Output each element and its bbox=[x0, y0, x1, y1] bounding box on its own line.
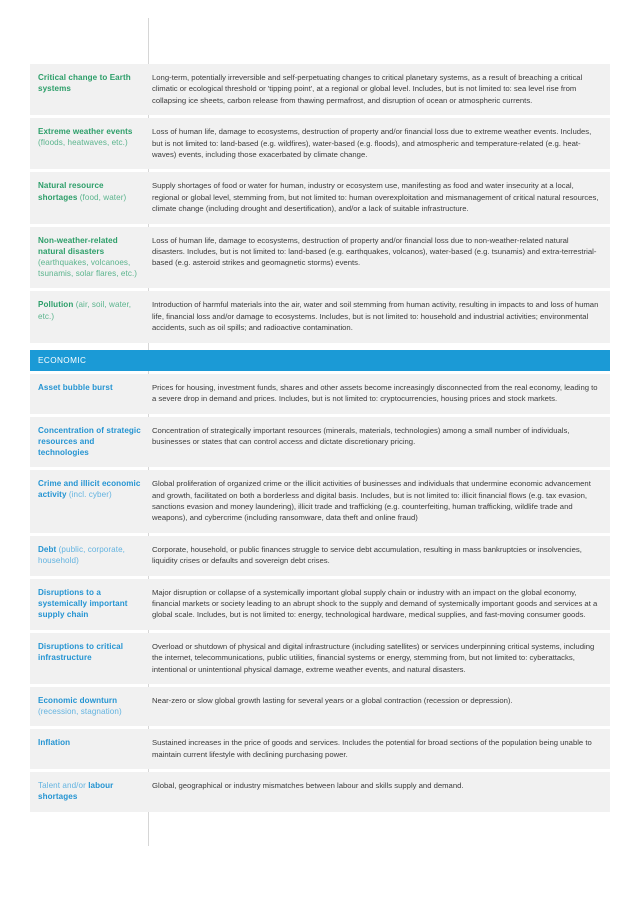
risk-name: Inflation bbox=[38, 738, 71, 748]
table-row bbox=[30, 417, 610, 468]
risk-label bbox=[30, 633, 148, 672]
table-row bbox=[30, 536, 610, 576]
table-row bbox=[30, 118, 610, 169]
risk-name: Extreme weather events bbox=[38, 127, 133, 137]
risk-label bbox=[30, 172, 148, 211]
section-header-economic: ECONOMIC bbox=[30, 350, 610, 371]
section-economic bbox=[30, 350, 610, 812]
table-row bbox=[30, 291, 610, 342]
risk-description: Global, geographical or industry mismatches between labour and skills supply and demand. bbox=[152, 781, 464, 791]
risk-qualifier: (public, corporate, household) bbox=[38, 544, 125, 565]
table-row bbox=[30, 227, 610, 289]
risk-qualifier: (food, water) bbox=[79, 192, 127, 202]
risk-name: Critical change to Earth systems bbox=[38, 73, 131, 94]
table-row bbox=[30, 579, 610, 630]
risk-label bbox=[30, 64, 148, 103]
risk-description: Corporate, household, or public finances struggle to service debt accumulation, resulting in mass bankruptcies or insolvencies, liquidity crises or defaults and sovereign debt crises. bbox=[152, 544, 582, 566]
risk-label bbox=[30, 118, 148, 157]
risk-name: Debt bbox=[38, 544, 57, 554]
risk-description: Sustained increases in the price of goods and services. Includes the potential for broad sections of the population being unable to maintain current lifestyle with declining purchasing power. bbox=[152, 738, 592, 759]
table-row bbox=[30, 374, 610, 414]
risk-label bbox=[30, 470, 148, 509]
risk-qualifier: (floods, heatwaves, etc.) bbox=[38, 138, 128, 148]
risk-description: Long-term, potentially irreversible and self-perpetuating changes to critical planetary systems, as a result of breaching a critical climatic or ecological threshold or 'tipping point', at a regional or global level. Includes, but is not limited to: sea level rise from collapsing ice sheets, carbon release from thawing permafrost, and disruption of ocean or atmospheric currents. bbox=[152, 73, 583, 105]
section-environmental bbox=[30, 64, 610, 343]
table-row bbox=[30, 470, 610, 533]
risk-description: Near-zero or slow global growth lasting for several years or a global contraction (recession or depression). bbox=[152, 695, 513, 705]
risk-description: Prices for housing, investment funds, shares and other assets become increasingly disconnected from the real economy, leading to a severe drop in demand and prices. Includes, but is not limited to: cryptocurrencies, housing prices and stock markets. bbox=[152, 382, 598, 404]
table-row bbox=[30, 772, 610, 811]
risk-name-prefix: Talent and/or bbox=[38, 781, 89, 791]
risk-label bbox=[30, 579, 148, 630]
risk-name: Natural resource shortages bbox=[38, 181, 104, 202]
risk-label bbox=[30, 417, 148, 468]
risk-label bbox=[30, 227, 148, 289]
table-row bbox=[30, 729, 610, 769]
risk-description: Concentration of strategically important resources (minerals, materials, technologies) among a small number of individuals, businesses or states that can control access and dictate discretionary pricing. bbox=[152, 425, 570, 446]
risk-description: Loss of human life, damage to ecosystems, destruction of property and/or financial loss due to extreme weather events. Includes, but is not limited to: land-based (e.g. wildfires), water-based (e.g. floods), and atmospheric and temperature-related (e.g. heat-waves) events, including those exacerbated by climate change. bbox=[152, 127, 592, 160]
risk-name: Crime and illicit economic activity bbox=[38, 479, 141, 500]
risk-name: Disruptions to critical infrastructure bbox=[38, 641, 124, 662]
risk-label bbox=[30, 536, 148, 575]
risk-qualifier: (air, soil, water, etc.) bbox=[38, 300, 132, 321]
risk-label bbox=[30, 374, 148, 402]
risk-qualifier: (incl. cyber) bbox=[68, 490, 112, 500]
risk-label bbox=[30, 687, 148, 726]
risk-name: Pollution bbox=[38, 300, 74, 310]
risk-name: labour shortages bbox=[38, 781, 114, 802]
risk-name: Non-weather-related natural disasters bbox=[38, 235, 118, 256]
table-row bbox=[30, 172, 610, 223]
risk-name: Concentration of strategic resources and technologies bbox=[38, 425, 141, 457]
risk-qualifier: (earthquakes, volcanoes, tsunamis, solar flares, etc.) bbox=[38, 258, 138, 279]
risk-label bbox=[30, 729, 148, 757]
risk-name: Disruptions to a systemically important supply chain bbox=[38, 587, 128, 619]
risk-description: Overload or shutdown of physical and digital infrastructure (including satellites) or services underpinning critical systems, including the internet, telecommunications, public utilities, financial systems or energy, stemming from, but not limited to: cyberattacks, intentional or unintentional physical damage, extreme weather events, and natural disasters. bbox=[152, 641, 595, 674]
risk-definitions-table bbox=[30, 64, 610, 815]
risk-name: Economic downturn bbox=[38, 695, 118, 705]
table-row bbox=[30, 64, 610, 115]
table-row bbox=[30, 687, 610, 726]
risk-description: Supply shortages of food or water for human, industry or ecosystem use, manifesting as food and water insecurity at a local, regional or global level, stemming from, but not limited to: human overexploitation and mismanagement of critical natural resources, climate change (including drought and desertification), and/or a lack of suitable infrastructure. bbox=[152, 181, 599, 214]
risk-description: Loss of human life, damage to ecosystems, destruction of property and/or financial loss due to non-weather-related natural disasters. Includes, but is not limited to: land-based (e.g. earthquakes, volcanos), water-based (e.g. tsunamis) and extra-terrestrial-based (e.g. asteroid strikes and geomagnetic storms) events. bbox=[152, 235, 597, 268]
risk-description: Major disruption or collapse of a systemically important global supply chain or industry with an impact on the global economy, financial markets or society leading to an abrupt shock to the supply and demand of systemically important goods and services at a global scale. Includes, but is not limited to: energy, technological hardware, medical supplies, and fast-moving consumer goods. bbox=[152, 587, 598, 620]
risk-description: Introduction of harmful materials into the air, water and soil stemming from human activity, resulting in impacts to and loss of human life, financial loss and/or damage to ecosystems. Includes, but is not limited to: household and industrial activities; environmental accidents, such as oil spills; and radioactive contamination. bbox=[152, 300, 599, 333]
risk-label bbox=[30, 291, 148, 330]
risk-name: Asset bubble burst bbox=[38, 382, 113, 392]
risk-description: Global proliferation of organized crime or the illicit activities of businesses and individuals that undermine economic advancement and growth, facilitated on both a borderless and digital basis. Includes, but is not limited to: illicit financial flows (e.g. tax evasion, sanctions evasion and money laundering), illicit trade and trafficking (e.g. counterfeiting, human trafficking, wildlife trade and weapons), and cybercrime (including ransomware, data theft and online fraud) bbox=[152, 479, 591, 523]
table-row bbox=[30, 633, 610, 684]
risk-label bbox=[30, 772, 148, 811]
risk-qualifier: (recession, stagnation) bbox=[38, 707, 122, 717]
